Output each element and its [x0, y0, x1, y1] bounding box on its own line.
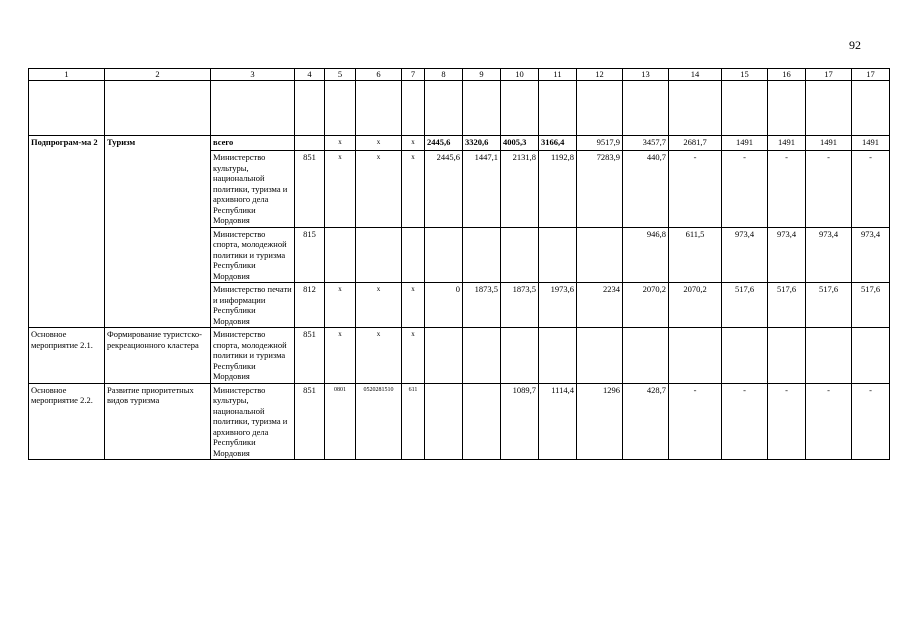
- col-header: 12: [577, 69, 623, 81]
- value-cell: 440,7: [623, 151, 669, 228]
- value-cell: 1491: [852, 136, 890, 151]
- code-cell: x: [402, 283, 425, 328]
- value-cell: -: [768, 151, 806, 228]
- value-cell: 7283,9: [577, 151, 623, 228]
- value-cell: 1973,6: [539, 283, 577, 328]
- col-header: 14: [669, 69, 722, 81]
- measure-name: Развитие приоритетных видов туризма: [105, 383, 211, 460]
- value-cell: [463, 227, 501, 283]
- value-cell: [623, 328, 669, 384]
- value-cell: 1296: [577, 383, 623, 460]
- table-row: [29, 328, 890, 384]
- value-cell: 2681,7: [669, 136, 722, 151]
- col-header: 1: [29, 69, 105, 81]
- value-cell: 1114,4: [539, 383, 577, 460]
- value-cell: -: [669, 383, 722, 460]
- value-cell: 1491: [768, 136, 806, 151]
- col-header: 3: [211, 69, 295, 81]
- code-cell: [356, 227, 402, 283]
- value-cell: [425, 383, 463, 460]
- table-row: [29, 136, 890, 151]
- value-cell: 2070,2: [669, 283, 722, 328]
- executor-cell: Министерство спорта, молодежной политики и туризма Республики Мордовия: [211, 328, 295, 384]
- value-cell: 3457,7: [623, 136, 669, 151]
- col-header: 4: [295, 69, 325, 81]
- code-cell: x: [402, 328, 425, 384]
- table-row: [29, 383, 890, 460]
- value-cell: 428,7: [623, 383, 669, 460]
- value-cell: [463, 328, 501, 384]
- code-cell: 851: [295, 328, 325, 384]
- value-cell: 1491: [806, 136, 852, 151]
- value-cell: 9517,9: [577, 136, 623, 151]
- code-cell: x: [325, 151, 356, 228]
- measure-name: Формирование туристско-рекреационного кластера: [105, 328, 211, 384]
- executor-cell: Министерство культуры, национальной политики, туризма и архивного дела Республики Мордовия: [211, 151, 295, 228]
- value-cell: -: [768, 383, 806, 460]
- value-cell: 0: [425, 283, 463, 328]
- col-header: 2: [105, 69, 211, 81]
- value-cell: [501, 328, 539, 384]
- code-cell: x: [325, 328, 356, 384]
- code-cell: x: [356, 328, 402, 384]
- value-cell: [577, 227, 623, 283]
- value-cell: 1447,1: [463, 151, 501, 228]
- col-header: 5: [325, 69, 356, 81]
- value-cell: 4005,3: [501, 136, 539, 151]
- code-cell: 0520281510: [356, 383, 402, 460]
- value-cell: 517,6: [722, 283, 768, 328]
- col-header: 11: [539, 69, 577, 81]
- budget-table: [28, 68, 890, 460]
- code-cell: 611: [402, 383, 425, 460]
- value-cell: [539, 328, 577, 384]
- code-cell: [402, 227, 425, 283]
- value-cell: 973,4: [768, 227, 806, 283]
- header-row: [29, 69, 890, 81]
- value-cell: 973,4: [722, 227, 768, 283]
- code-cell: 815: [295, 227, 325, 283]
- code-cell: x: [325, 136, 356, 151]
- value-cell: [722, 328, 768, 384]
- col-header: 6: [356, 69, 402, 81]
- executor-cell: Министерство культуры, национальной политики, туризма и архивного дела Республики Мордовия: [211, 383, 295, 460]
- page-number: 92: [849, 38, 861, 52]
- col-header: 13: [623, 69, 669, 81]
- blank-row: [29, 81, 890, 136]
- value-cell: [852, 328, 890, 384]
- subprogram-label: Подпрограм-ма 2: [29, 136, 105, 328]
- value-cell: 1089,7: [501, 383, 539, 460]
- value-cell: [577, 328, 623, 384]
- value-cell: [539, 227, 577, 283]
- value-cell: 3320,6: [463, 136, 501, 151]
- executor-cell: Министерство печати и информации Республики Мордовия: [211, 283, 295, 328]
- code-cell: [295, 136, 325, 151]
- value-cell: -: [852, 151, 890, 228]
- col-header: 16: [768, 69, 806, 81]
- value-cell: 2131,8: [501, 151, 539, 228]
- measure-label: Основное мероприятие 2.2.: [29, 383, 105, 460]
- code-cell: 0801: [325, 383, 356, 460]
- value-cell: -: [722, 383, 768, 460]
- value-cell: 3166,4: [539, 136, 577, 151]
- value-cell: [463, 383, 501, 460]
- measure-label: Основное мероприятие 2.1.: [29, 328, 105, 384]
- col-header: 8: [425, 69, 463, 81]
- col-header: 9: [463, 69, 501, 81]
- code-cell: x: [402, 151, 425, 228]
- value-cell: [669, 328, 722, 384]
- value-cell: 2445,6: [425, 151, 463, 228]
- value-cell: 973,4: [806, 227, 852, 283]
- executor-cell: всего: [211, 136, 295, 151]
- value-cell: 517,6: [806, 283, 852, 328]
- value-cell: 1873,5: [501, 283, 539, 328]
- executor-cell: Министерство спорта, молодежной политики и туризма Республики Мордовия: [211, 227, 295, 283]
- col-header: 10: [501, 69, 539, 81]
- code-cell: x: [402, 136, 425, 151]
- value-cell: -: [722, 151, 768, 228]
- col-header: 17: [806, 69, 852, 81]
- code-cell: x: [356, 283, 402, 328]
- value-cell: [425, 227, 463, 283]
- value-cell: 1491: [722, 136, 768, 151]
- value-cell: 2445,6: [425, 136, 463, 151]
- value-cell: [425, 328, 463, 384]
- value-cell: -: [852, 383, 890, 460]
- col-header: 15: [722, 69, 768, 81]
- value-cell: 517,6: [852, 283, 890, 328]
- code-cell: x: [325, 283, 356, 328]
- code-cell: x: [356, 136, 402, 151]
- code-cell: 851: [295, 151, 325, 228]
- code-cell: 812: [295, 283, 325, 328]
- code-cell: x: [356, 151, 402, 228]
- code-cell: [325, 227, 356, 283]
- value-cell: 973,4: [852, 227, 890, 283]
- subprogram-name: Туризм: [105, 136, 211, 328]
- value-cell: 2234: [577, 283, 623, 328]
- value-cell: -: [669, 151, 722, 228]
- value-cell: -: [806, 383, 852, 460]
- value-cell: 1873,5: [463, 283, 501, 328]
- code-cell: 851: [295, 383, 325, 460]
- col-header: 7: [402, 69, 425, 81]
- value-cell: 517,6: [768, 283, 806, 328]
- value-cell: 611,5: [669, 227, 722, 283]
- value-cell: -: [806, 151, 852, 228]
- value-cell: [501, 227, 539, 283]
- value-cell: 2070,2: [623, 283, 669, 328]
- value-cell: [768, 328, 806, 384]
- value-cell: 946,8: [623, 227, 669, 283]
- value-cell: 1192,8: [539, 151, 577, 228]
- col-header: 17: [852, 69, 890, 81]
- value-cell: [806, 328, 852, 384]
